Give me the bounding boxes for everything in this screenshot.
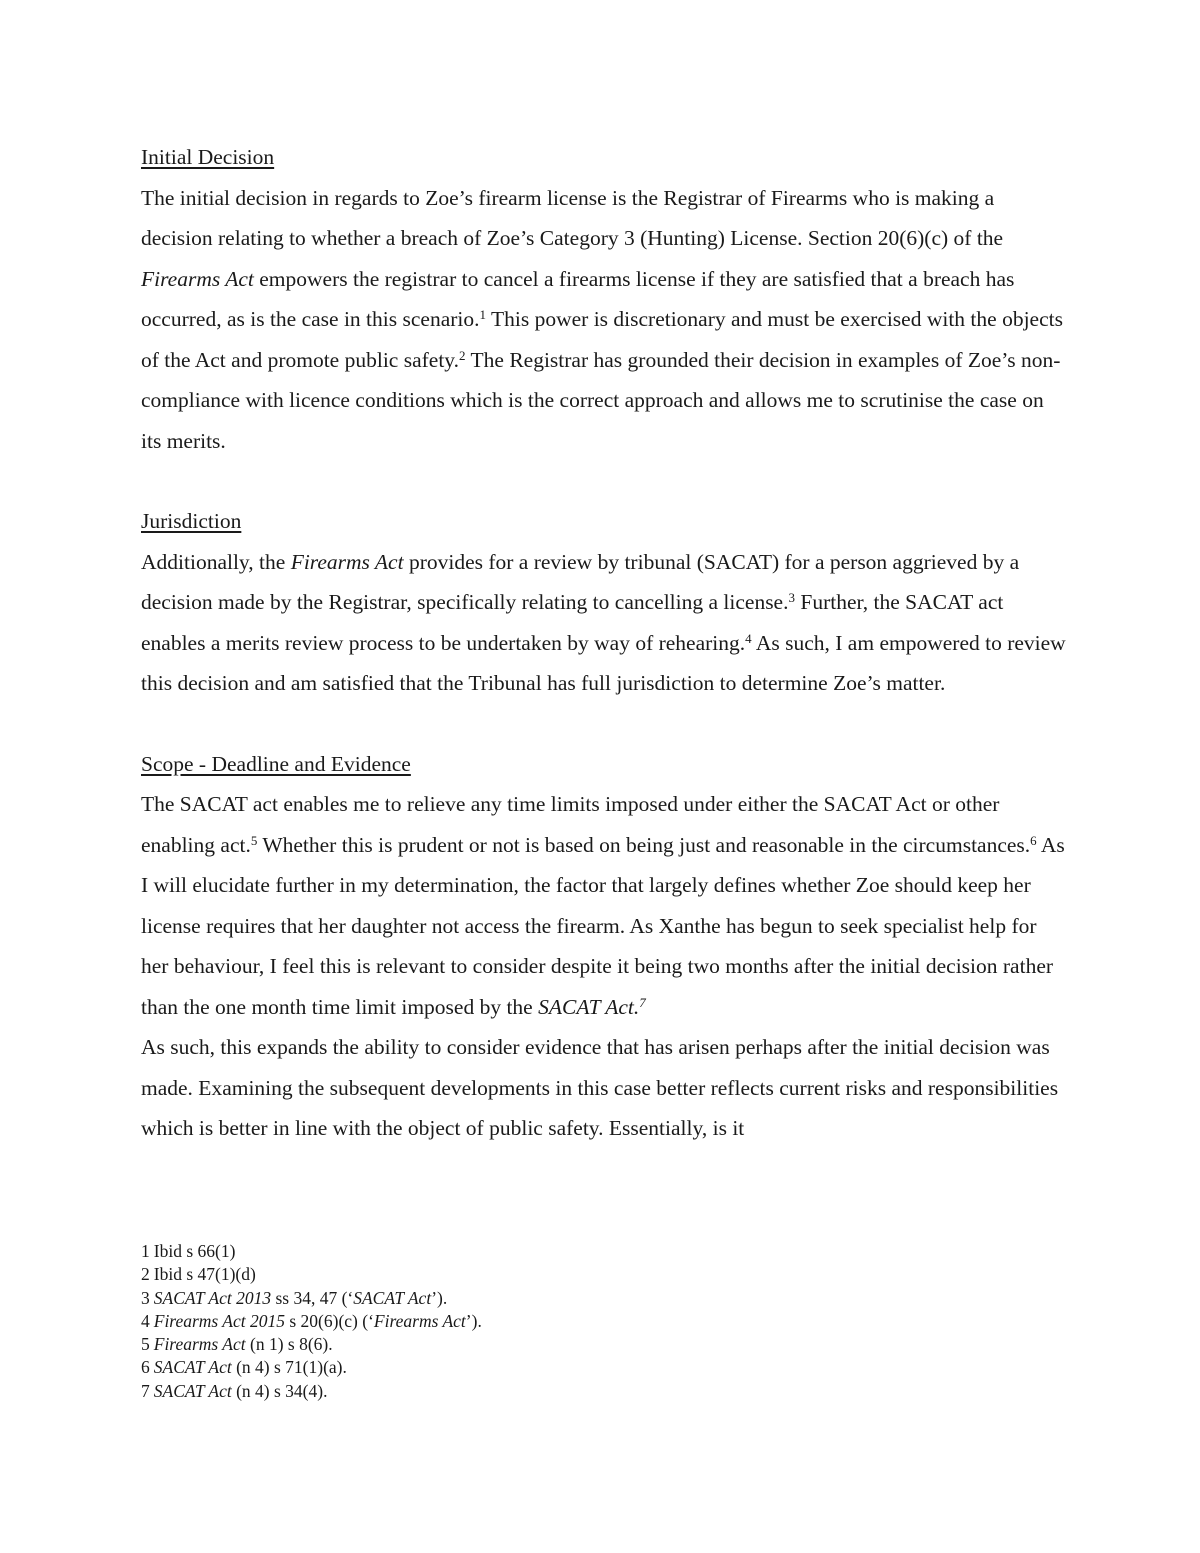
italic-text: SACAT Act 2013 — [153, 1287, 272, 1308]
text-run: provides for a review by tribunal (SACAT) for a person aggrieved by a decision made by the Registrar, specifically relating to cancelling a license. — [141, 549, 1020, 614]
footnotes — [141, 1240, 1066, 1403]
footnote — [141, 1240, 1066, 1263]
footnote — [141, 1380, 1066, 1403]
footnote-reference: 5 — [250, 832, 258, 848]
footnote-number: 5 — [141, 1334, 150, 1355]
italic-text: SACAT Act — [153, 1357, 232, 1378]
body-paragraph — [141, 784, 1066, 1027]
footnote-number: 6 — [141, 1357, 150, 1378]
body-paragraph — [141, 542, 1066, 704]
text-run: (n 1) s 8(6). — [245, 1334, 333, 1355]
text-run: Ibid s 47(1)(d) — [153, 1264, 256, 1285]
section-heading: Jurisdiction — [141, 509, 242, 533]
text-run: The SACAT act enables me to relieve any time limits imposed under either the SACAT Act or other enabling act. — [141, 792, 1000, 857]
footnote-number: 7 — [141, 1380, 150, 1401]
text-run: As I will elucidate further in my determination, the factor that largely defines whether Zoe should keep her license requires that her daughter not access the firearm. As Xanthe has begun to seek specialist help for her behaviour, I feel this is relevant to consider despite it being two months after the initial decision rather than the one month time limit imposed by the — [141, 832, 1065, 1019]
footnote-reference: 1 — [479, 307, 486, 322]
footnote — [141, 1333, 1066, 1356]
footnote — [141, 1356, 1066, 1379]
text-run: ’). — [431, 1287, 448, 1308]
footnote-number: 2 — [141, 1264, 150, 1285]
document-section — [141, 501, 1066, 704]
footnote — [141, 1287, 1066, 1310]
italic-text: SACAT Act. — [538, 994, 640, 1019]
text-run: The Registrar has grounded their decision in examples of Zoe’s non-compliance with licence conditions which is the correct approach and allows me to scrutinise the case on its merits. — [141, 347, 1061, 453]
text-run: (n 4) s 71(1)(a). — [231, 1357, 347, 1378]
text-run: As such, this expands the ability to consider evidence that has arisen perhaps after the initial decision was made. Examining the subsequent developments in this case better reflects current risks and responsibilities which is better in line with the object of public safety. Essentially, is it — [141, 1035, 1059, 1140]
document-body — [141, 137, 1066, 1189]
section-heading: Scope - Deadline and Evidence — [141, 751, 411, 776]
text-run: empowers the registrar to cancel a firearms license if they are satisfied that a breach has occurred, as is the case in this scenario. — [141, 266, 1015, 331]
text-run: Additionally, the — [141, 549, 291, 574]
footnote-number: 1 — [141, 1241, 150, 1261]
footnote-reference: 4 — [745, 630, 752, 646]
text-run: Further, the SACAT act enables a merits review process to be undertaken by way of rehearing. — [141, 590, 1004, 655]
text-run: As such, I am empowered to review this decision and am satisfied that the Tribunal has full jurisdiction to determine Zoe’s matter. — [141, 630, 1066, 695]
italic-text: SACAT Act — [353, 1287, 432, 1308]
text-run: (n 4) s 34(4). — [231, 1380, 328, 1401]
footnote-reference: 2 — [459, 347, 466, 363]
italic-text: Firearms Act 2015 — [153, 1310, 285, 1331]
document-section — [141, 137, 1066, 461]
footnote-number: 3 — [141, 1287, 150, 1308]
italic-text: Firearms Act — [373, 1310, 466, 1331]
footnote-reference: 6 — [1030, 832, 1037, 848]
text-run: Whether this is prudent or not is based on being just and reasonable in the circumstances. — [257, 832, 1031, 857]
body-paragraph — [141, 1027, 1066, 1149]
italic-text: Firearms Act — [290, 549, 404, 574]
italic-text: SACAT Act — [153, 1380, 232, 1401]
text-run: ’). — [465, 1310, 482, 1331]
footnote-reference: 3 — [788, 590, 795, 605]
footnote-reference: 7 — [639, 994, 646, 1010]
section-heading: Initial Decision — [141, 145, 275, 169]
text-run: This power is discretionary and must be exercised with the objects of the Act and promote public safety. — [141, 307, 1063, 372]
footnote — [141, 1263, 1066, 1286]
document-section — [141, 744, 1066, 1149]
italic-text: Firearms Act — [153, 1334, 246, 1355]
text-run: s 20(6)(c) (‘ — [285, 1310, 374, 1331]
text-run: Ibid s 66(1) — [153, 1241, 236, 1261]
footnote — [141, 1310, 1066, 1333]
text-run: ss 34, 47 (‘ — [271, 1287, 354, 1308]
footnote-number: 4 — [141, 1310, 150, 1331]
body-paragraph — [141, 178, 1066, 462]
italic-text: Firearms Act — [141, 266, 254, 291]
text-run: The initial decision in regards to Zoe’s firearm license is the Registrar of Firearms who is making a decision relating to whether a breach of Zoe’s Category 3 (Hunting) License. Section 20(6)(c) of the — [141, 185, 1004, 250]
